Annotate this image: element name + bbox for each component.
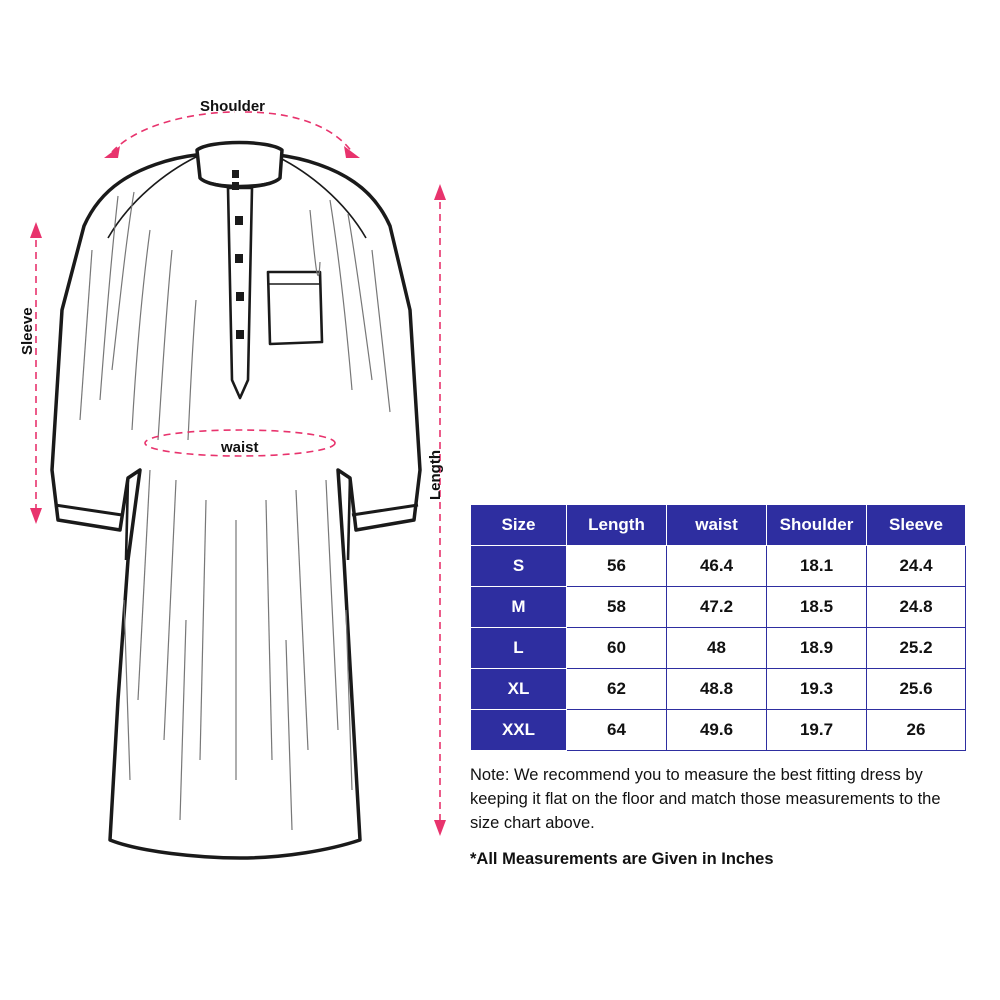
column-header-shoulder: Shoulder (767, 505, 867, 546)
cell-waist: 48.8 (667, 669, 767, 710)
cell-sleeve: 24.8 (867, 587, 966, 628)
column-header-sleeve: Sleeve (867, 505, 966, 546)
cell-waist: 47.2 (667, 587, 767, 628)
cell-waist: 49.6 (667, 710, 767, 751)
garment-illustration (0, 0, 470, 1000)
cell-length: 64 (567, 710, 667, 751)
cell-length: 56 (567, 546, 667, 587)
cell-size: S (471, 546, 567, 587)
cell-length: 60 (567, 628, 667, 669)
measurement-note: Note: We recommend you to measure the best fitting dress by keeping it flat on the floor and match those measurements to the size chart above. (470, 766, 941, 832)
sleeve-label: Sleeve (19, 307, 36, 355)
cell-size: XL (471, 669, 567, 710)
table-row (471, 628, 966, 669)
cell-sleeve: 25.6 (867, 669, 966, 710)
column-header-length: Length (567, 505, 667, 546)
size-chart-table-container (470, 504, 965, 751)
cell-sleeve: 26 (867, 710, 966, 751)
table-row (471, 546, 966, 587)
cell-sleeve: 24.4 (867, 546, 966, 587)
table-row (471, 587, 966, 628)
table-header-row (471, 505, 966, 546)
cell-size: M (471, 587, 567, 628)
table-row (471, 710, 966, 751)
shoulder-label: Shoulder (200, 98, 266, 115)
cell-sleeve: 25.2 (867, 628, 966, 669)
waist-label: waist (221, 439, 259, 456)
cell-shoulder: 18.1 (767, 546, 867, 587)
cell-waist: 48 (667, 628, 767, 669)
length-label: Length (427, 450, 444, 500)
size-chart-table (470, 504, 966, 751)
kurta-technical-drawing (0, 0, 470, 1000)
cell-waist: 46.4 (667, 546, 767, 587)
cell-size: L (471, 628, 567, 669)
cell-shoulder: 19.3 (767, 669, 867, 710)
cell-length: 58 (567, 587, 667, 628)
column-header-waist: waist (667, 505, 767, 546)
cell-shoulder: 19.7 (767, 710, 867, 751)
kurta-outline (52, 143, 420, 859)
column-header-size: Size (471, 505, 567, 546)
cell-size: XXL (471, 710, 567, 751)
table-row (471, 669, 966, 710)
units-note: *All Measurements are Given in Inches (470, 850, 774, 868)
cell-shoulder: 18.5 (767, 587, 867, 628)
cell-shoulder: 18.9 (767, 628, 867, 669)
cell-length: 62 (567, 669, 667, 710)
